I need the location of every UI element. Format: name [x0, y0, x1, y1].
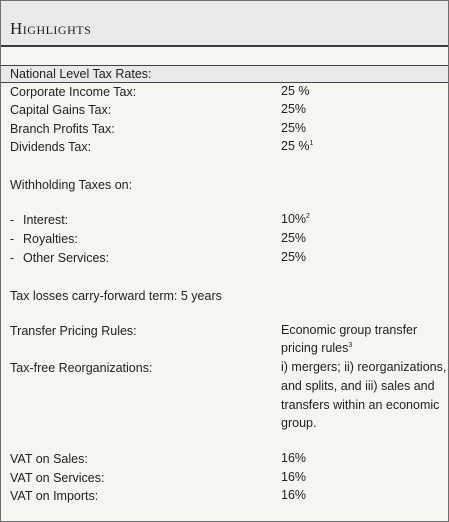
withholding-label: - Interest: — [10, 213, 69, 227]
dash-bullet: - — [10, 213, 15, 227]
vat-value: 16% — [281, 451, 307, 465]
vat-label: VAT on Services: — [10, 471, 105, 485]
rate-value: 25 %$^1$ — [281, 139, 314, 153]
dash-bullet: - — [10, 251, 15, 265]
withholding-label: - Other Services: — [10, 251, 110, 265]
vat-label: VAT on Imports: — [10, 489, 99, 503]
rate-label: Corporate Income Tax: — [10, 85, 137, 99]
withholding-label: - Royalties: — [10, 232, 78, 246]
vat-value: 16% — [281, 488, 307, 502]
page-title: Highlights — [10, 19, 92, 38]
withholding-title: Withholding Taxes on: — [10, 178, 133, 192]
transfer-pricing-value: Economic group transfer — [281, 323, 418, 337]
transfer-pricing-label: Transfer Pricing Rules: — [10, 324, 137, 338]
reorganizations-label: Tax-free Reorganizations: — [10, 361, 153, 375]
footnote-marker: 2 — [306, 212, 310, 220]
withholding-value: 25% — [281, 250, 307, 264]
vat-value: 16% — [281, 470, 307, 484]
footnote-marker: 1 — [309, 139, 314, 147]
reorganizations-line: and splits, and iii) sales and — [281, 379, 435, 393]
rate-label: Capital Gains Tax: — [10, 103, 112, 117]
footnote-marker: 3 — [348, 341, 353, 349]
dash-bullet: - — [10, 232, 15, 246]
reorganizations-line: group. — [281, 416, 317, 430]
section-header — [1, 65, 448, 83]
withholding-value: 25% — [281, 231, 307, 245]
reorganizations-line: transfers within an economic — [281, 398, 440, 412]
withholding-value: 10%$^2$ — [281, 212, 310, 226]
rate-value: 25% — [281, 121, 307, 135]
rate-value: 25% — [281, 102, 307, 116]
transfer-pricing-value-cont: pricing rules$^3$ — [281, 341, 353, 355]
rate-value: 25 % — [281, 84, 310, 98]
rate-label: Branch Profits Tax: — [10, 122, 115, 136]
tax-losses-text: Tax losses carry-forward term: 5 years — [10, 289, 222, 303]
reorganizations-line: i) mergers; ii) reorganizations, — [281, 360, 447, 374]
section-header-label: National Level Tax Rates: — [10, 67, 152, 81]
vat-label: VAT on Sales: — [10, 452, 88, 466]
header-bar — [1, 1, 448, 47]
rate-label: Dividends Tax: — [10, 140, 92, 154]
